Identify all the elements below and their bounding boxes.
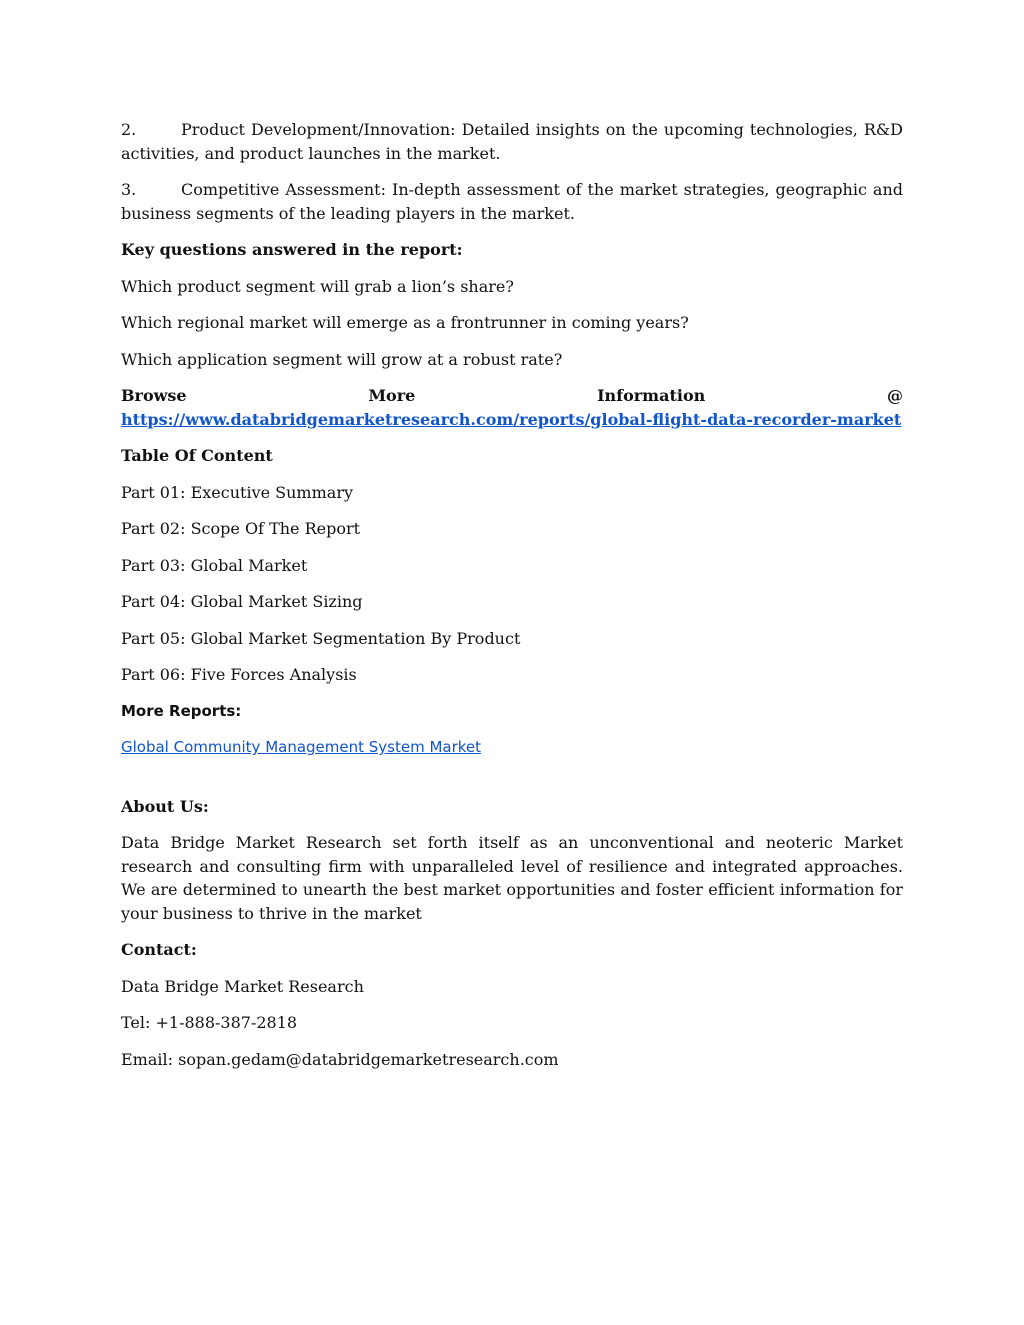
- more-reports-link[interactable]: Global Community Management System Market: [121, 738, 482, 756]
- report-link[interactable]: https://www.databridgemarketresearch.com/reports/global-flight-data-recorder-market: [121, 409, 902, 429]
- toc-item: Part 02: Scope Of The Report: [121, 519, 361, 538]
- toc-item: Part 01: Executive Summary: [121, 482, 353, 502]
- contact-heading: Contact:: [121, 940, 197, 959]
- toc-item: Part 03: Global Market: [121, 555, 308, 575]
- key-question-item: Which product segment will grab a lion’s share?: [121, 276, 514, 296]
- toc-item: Part 06: Five Forces Analysis: [121, 665, 357, 684]
- browse-more-paragraph: [121, 384, 903, 431]
- point-number: 3.: [121, 180, 137, 199]
- key-question-item: Which application segment will grow at a robust rate?: [121, 349, 563, 369]
- key-questions-heading: Key questions answered in the report:: [121, 240, 463, 259]
- more-reports-link-row: [121, 736, 903, 760]
- point-text: Competitive Assessment: In-depth assessment of the market strategies, geographic and business segments of the leading players in the market.: [121, 180, 903, 223]
- about-text: Data Bridge Market Research set forth itself as an unconventional and neoteric Market research and consulting firm with unparalleled level of resilience and integrated approaches. We are determined to unearth the best market opportunities and foster efficient information for your business to thrive in the market: [121, 833, 903, 923]
- about-heading: About Us:: [121, 796, 209, 816]
- contact-company: Data Bridge Market Research: [121, 976, 364, 996]
- numbered-point-2: [121, 118, 903, 165]
- toc-item: Part 04: Global Market Sizing: [121, 592, 363, 611]
- contact-email: Email: sopan.gedam@databridgemarketresearch.com: [121, 1049, 559, 1069]
- numbered-point-3: [121, 178, 903, 225]
- key-question-item: Which regional market will emerge as a frontrunner in coming years?: [121, 313, 689, 332]
- point-number: 2.: [121, 120, 137, 139]
- point-text: Product Development/Innovation: Detailed insights on the upcoming technologies, R&D activities, and product launches in the market.: [121, 120, 903, 163]
- browse-label: Browse More Information @: [121, 386, 903, 405]
- toc-item: Part 05: Global Market Segmentation By Product: [121, 628, 521, 648]
- contact-tel: Tel: +1-888-387-2818: [121, 1013, 298, 1032]
- more-reports-heading: More Reports:: [121, 701, 242, 720]
- toc-heading: Table Of Content: [121, 446, 273, 465]
- document-page: [121, 118, 903, 1084]
